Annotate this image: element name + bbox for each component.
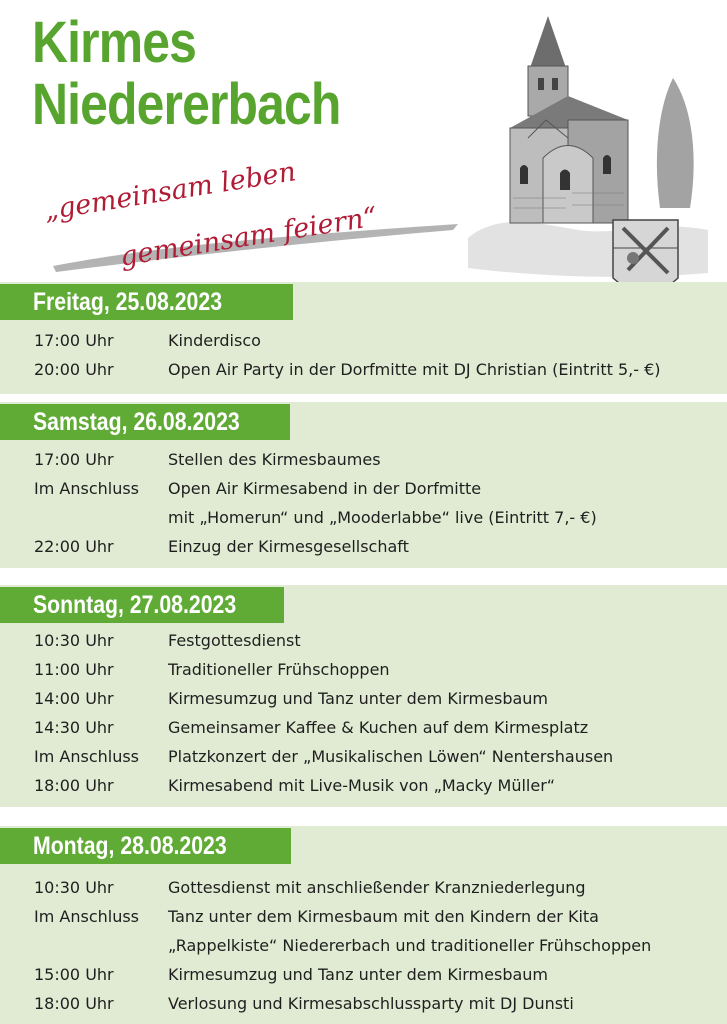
day-section [0,402,727,568]
schedule-time: Im Anschluss [34,479,140,498]
day-header-label: Sonntag, 27.08.2023 [33,591,237,619]
schedule-description: Open Air Party in der Dorfmitte mit DJ Christian (Eintritt 5,- €) [168,360,661,379]
schedule-description: Kinderdisco [168,331,261,350]
schedule-description: Kirmesumzug und Tanz unter dem Kirmesbaum [168,689,549,708]
day-header [0,828,291,864]
schedule-time: 18:00 Uhr [34,776,114,795]
schedule-description: Stellen des Kirmesbaumes [168,450,381,469]
schedule-description: mit „Homerun“ und „Mooderlabbe“ live (Eintritt 7,- €) [168,508,597,527]
day-header [0,587,284,623]
day-header-label: Freitag, 25.08.2023 [33,288,223,316]
schedule-time: Im Anschluss [34,747,140,766]
schedule-time: 20:00 Uhr [34,360,114,379]
schedule-description: Platzkonzert der „Musikalischen Löwen“ Nentershausen [168,747,614,766]
schedule-description: Open Air Kirmesabend in der Dorfmitte [168,479,482,498]
schedule-description: „Rappelkiste“ Niedererbach und traditioneller Frühschoppen [168,936,652,955]
schedule-description: Kirmesabend mit Live-Musik von „Macky Müller“ [168,776,556,795]
schedule-time: Im Anschluss [34,907,140,926]
slogan-line-1: „gemeinsam leben [42,156,298,227]
day-header [0,404,290,440]
schedule-time: 11:00 Uhr [34,660,114,679]
poster-title [32,12,340,136]
schedule-time: 18:00 Uhr [34,994,114,1013]
schedule-description: Tanz unter dem Kirmesbaum mit den Kindern der Kita [168,907,599,926]
title-line-1: Kirmes [32,10,196,75]
day-header [0,284,293,320]
schedule-time: 15:00 Uhr [34,965,114,984]
schedule-time: 22:00 Uhr [34,537,114,556]
schedule-time: 17:00 Uhr [34,331,114,350]
schedule-description: Traditioneller Frühschoppen [168,660,390,679]
schedule-time: 17:00 Uhr [34,450,114,469]
day-section [0,826,727,1024]
title-line-2: Niedererbach [32,72,341,137]
schedule-time: 10:30 Uhr [34,878,114,897]
day-section [0,282,727,394]
day-header-label: Samstag, 26.08.2023 [33,408,240,436]
church-illustration [468,8,718,313]
day-header-label: Montag, 28.08.2023 [33,832,227,860]
schedule-time: 14:30 Uhr [34,718,114,737]
slogan-line-2: gemeinsam feiern“ [118,201,380,273]
schedule-time: 10:30 Uhr [34,631,114,650]
schedule-description: Festgottesdienst [168,631,301,650]
schedule-description: Kirmesumzug und Tanz unter dem Kirmesbaum [168,965,549,984]
schedule-description: Gemeinsamer Kaffee & Kuchen auf dem Kirmesplatz [168,718,589,737]
day-section [0,585,727,807]
schedule-description: Verlosung und Kirmesabschlussparty mit DJ Dunsti [168,994,574,1013]
schedule-description: Gottesdienst mit anschließender Kranzniederlegung [168,878,586,897]
schedule-time: 14:00 Uhr [34,689,114,708]
schedule-description: Einzug der Kirmesgesellschaft [168,537,409,556]
